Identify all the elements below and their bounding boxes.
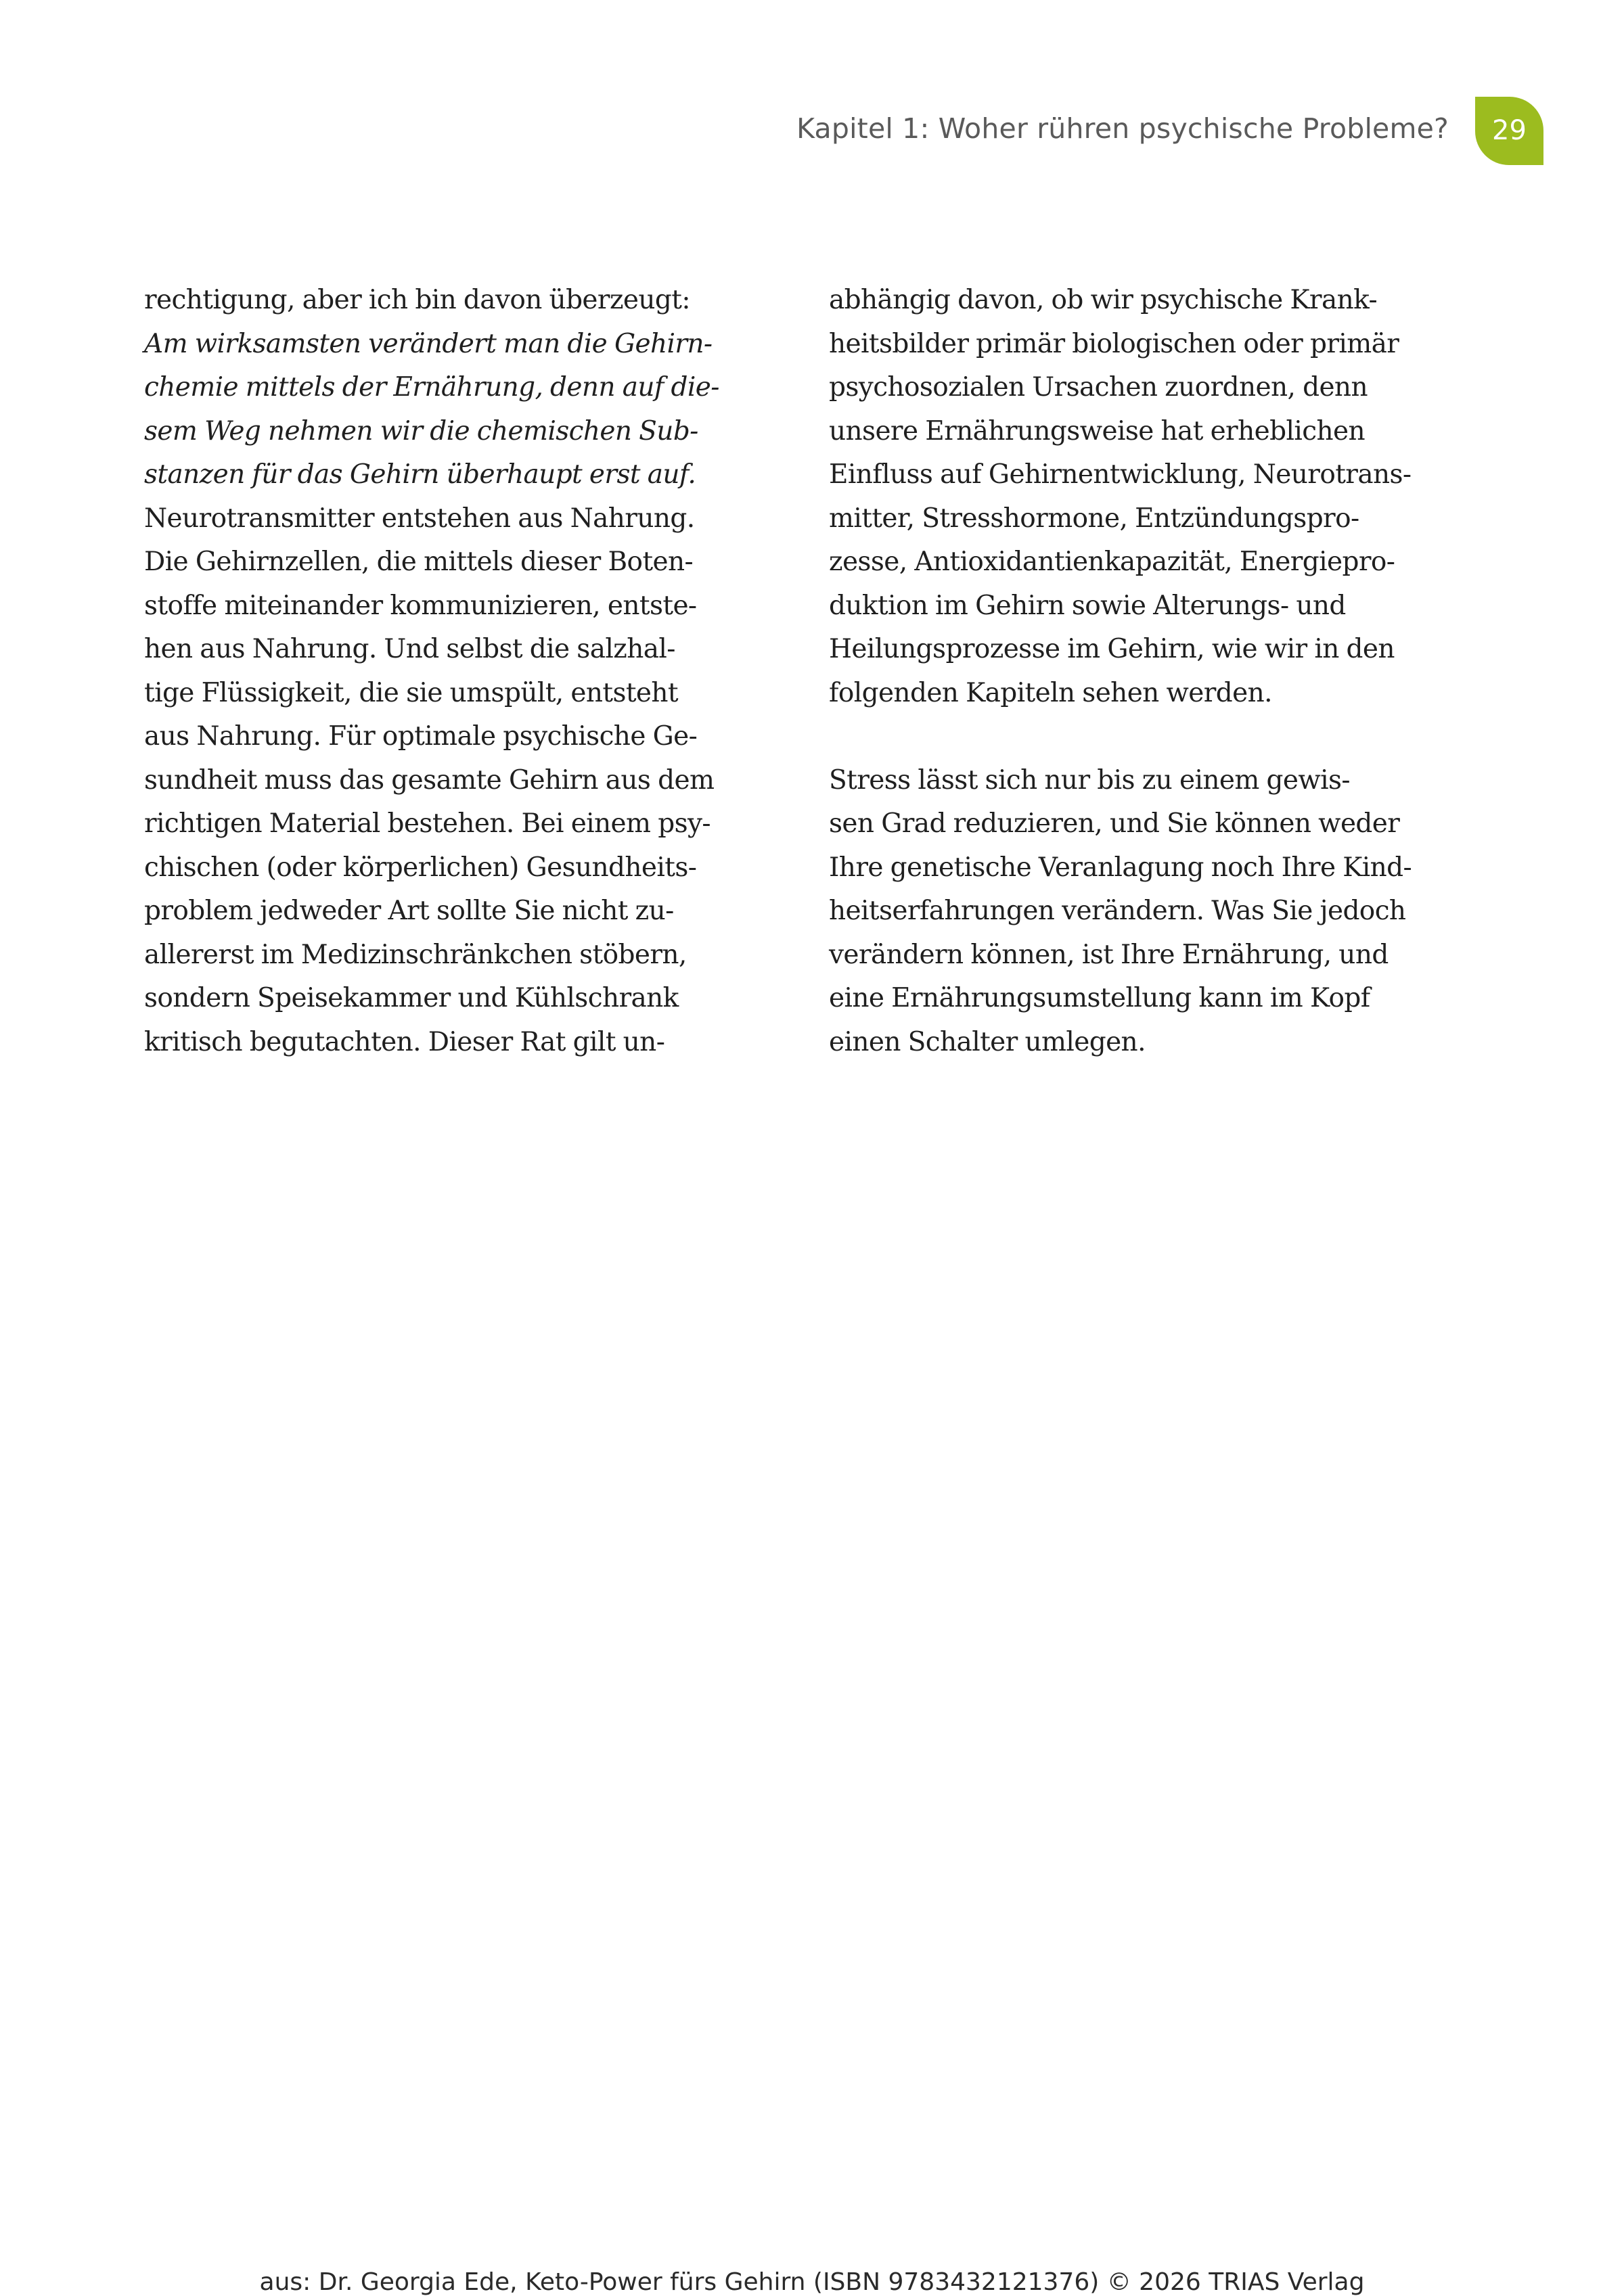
paragraph <box>829 279 1442 715</box>
text-line: problem jedweder Art sollte Sie nicht zu- <box>144 896 674 926</box>
right-text-column <box>829 279 1442 1064</box>
text-line: hen aus Nahrung. Und selbst die salzhal- <box>144 634 675 664</box>
text-line: tige Flüssigkeit, die sie umspült, entsteht <box>144 677 679 708</box>
text-line: heitserfahrungen verändern. Was Sie jedoch <box>829 896 1406 926</box>
paragraph <box>829 759 1442 1065</box>
text-line: Neurotransmitter entstehen aus Nahrung. <box>144 503 695 534</box>
text-line: einen Schalter umlegen. <box>829 1026 1146 1057</box>
text-line: eine Ernährungsumstellung kann im Kopf <box>829 983 1370 1013</box>
text-line: richtigen Material bestehen. Bei einem psy- <box>144 808 711 839</box>
text-line: Ihre genetische Veranlagung noch Ihre Kind- <box>829 852 1412 883</box>
text-line: mitter, Stresshormone, Entzündungspro- <box>829 503 1359 534</box>
text-line: sen Grad reduzieren, und Sie können weder <box>829 808 1400 839</box>
left-text-column <box>144 279 757 1064</box>
page-number-badge: 29 <box>1475 97 1543 165</box>
text-line-emphasis: sem Weg nehmen wir die chemischen Sub- <box>144 415 698 446</box>
text-line-emphasis: Am wirksamsten verändert man die Gehirn- <box>144 328 713 359</box>
footer-citation: aus: Dr. Georgia Ede, Keto-Power fürs Gehirn (ISBN 9783432121376) © 2026 TRIAS Verlag <box>259 2268 1365 2296</box>
text-line: stoffe miteinander kommunizieren, entste- <box>144 590 697 621</box>
text-line: unsere Ernährungsweise hat erheblichen <box>829 415 1365 446</box>
text-line: psychosozialen Ursachen zuordnen, denn <box>829 372 1368 403</box>
text-line: heitsbilder primär biologischen oder primär <box>829 328 1399 359</box>
text-line: rechtigung, aber ich bin davon überzeugt: <box>144 285 690 315</box>
text-line: abhängig davon, ob wir psychische Krank- <box>829 285 1378 315</box>
text-line: duktion im Gehirn sowie Alterungs- und <box>829 590 1346 621</box>
text-line: allererst im Medizinschränkchen stöbern, <box>144 939 687 970</box>
text-line: folgenden Kapiteln sehen werden. <box>829 677 1272 708</box>
paragraph-spacer <box>829 715 1442 759</box>
text-line-emphasis: chemie mittels der Ernährung, denn auf die- <box>144 372 719 403</box>
text-line: aus Nahrung. Für optimale psychische Ge- <box>144 721 698 752</box>
text-line-emphasis: stanzen für das Gehirn überhaupt erst auf. <box>144 459 696 490</box>
text-line: Heilungsprozesse im Gehirn, wie wir in den <box>829 634 1395 664</box>
running-head: Kapitel 1: Woher rühren psychische Probleme? <box>796 112 1449 145</box>
text-line: verändern können, ist Ihre Ernährung, und <box>829 939 1389 970</box>
text-line: zesse, Antioxidantienkapazität, Energiepro- <box>829 547 1395 577</box>
text-line: Stress lässt sich nur bis zu einem gewis- <box>829 764 1351 796</box>
text-line: kritisch begutachten. Dieser Rat gilt un- <box>144 1026 665 1057</box>
text-line: sundheit muss das gesamte Gehirn aus dem <box>144 764 715 796</box>
text-line: Einfluss auf Gehirnentwicklung, Neurotrans- <box>829 459 1412 490</box>
text-line: Die Gehirnzellen, die mittels dieser Boten- <box>144 547 694 577</box>
text-line: sondern Speisekammer und Kühlschrank <box>144 983 679 1013</box>
text-line: chischen (oder körperlichen) Gesundheits- <box>144 852 697 883</box>
